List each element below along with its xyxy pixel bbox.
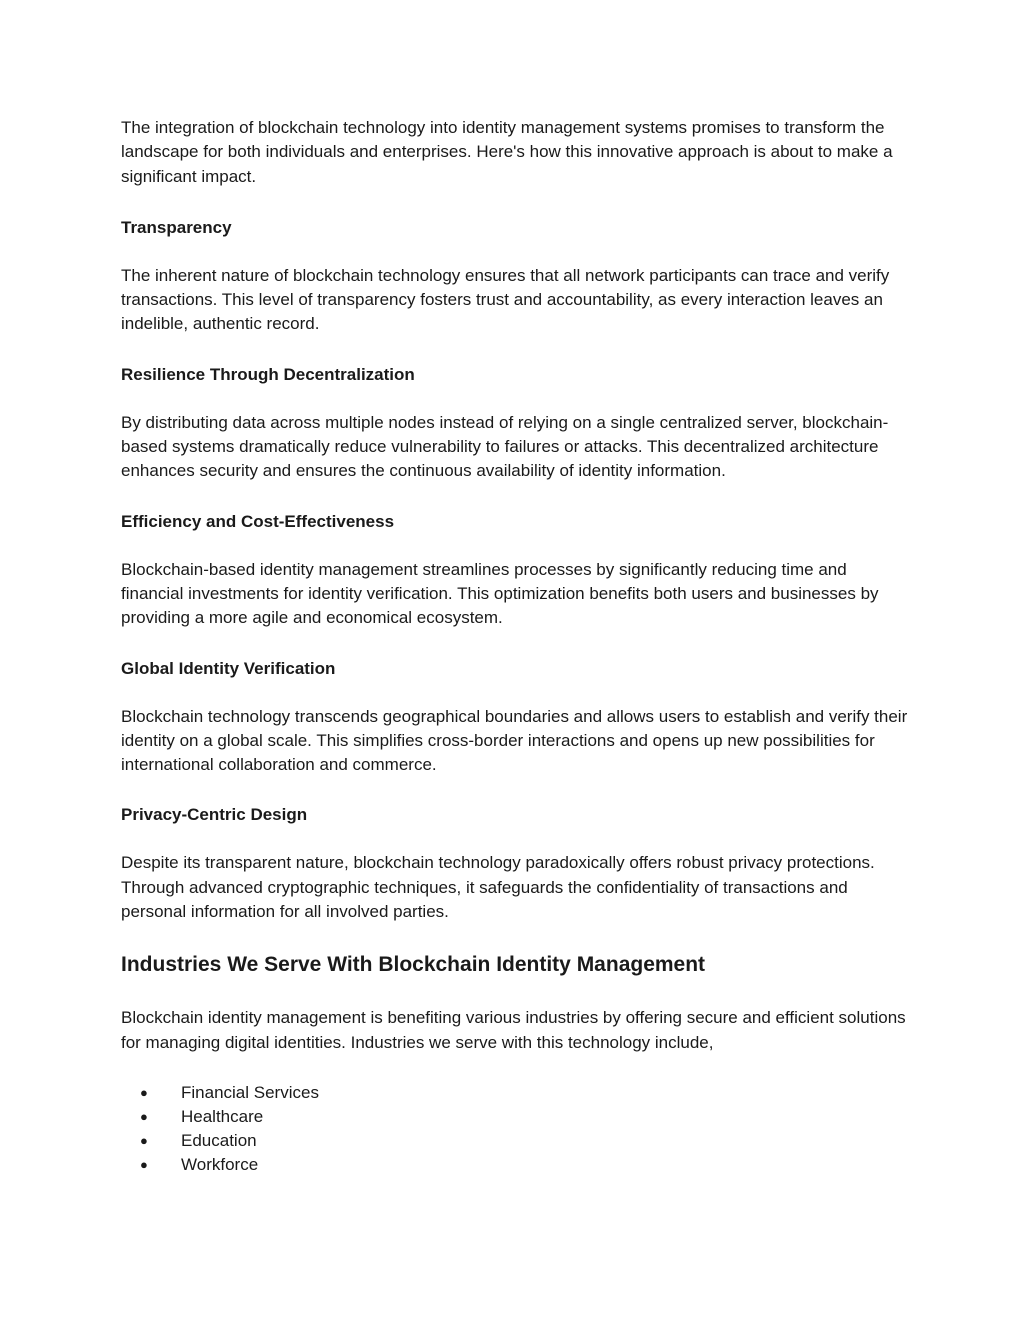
intro-paragraph: The integration of blockchain technology into identity management systems promises to transform the landscape for both individuals and enterprises. Here's how this innovative approach is about to make a significant impact. xyxy=(121,118,893,186)
paragraph-transparency: The inherent nature of blockchain technology ensures that all network participants can trace and verify transactions. This level of transparency fosters trust and accountability, as every interaction leaves an indelible, authentic record. xyxy=(121,265,890,334)
heading-resilience: Resilience Through Decentralization xyxy=(121,364,415,384)
list-item-label: Financial Services xyxy=(181,1082,319,1102)
paragraph-resilience: By distributing data across multiple nodes instead of relying on a single centralized server, blockchain-based systems dramatically reduce vulnerability to failures or attacks. This decentralized architecture enhances security and ensures the continuous availability of identity information. xyxy=(121,412,889,481)
list-item xyxy=(121,1105,911,1129)
list-item xyxy=(121,1129,911,1153)
heading-industries: Industries We Serve With Blockchain Identity Management xyxy=(121,953,706,977)
list-item-label: Education xyxy=(181,1130,257,1150)
heading-privacy: Privacy-Centric Design xyxy=(121,805,308,825)
paragraph-efficiency: Blockchain-based identity management streamlines processes by significantly reducing time and financial investments for identity verification. This optimization benefits both users and businesses by providing a more agile and economical ecosystem. xyxy=(121,559,879,628)
bullet-icon: ● xyxy=(140,1132,148,1148)
list-item-label: Workforce xyxy=(181,1154,259,1174)
list-item xyxy=(121,1081,911,1105)
bullet-icon: ● xyxy=(140,1084,148,1100)
bullet-icon: ● xyxy=(140,1108,148,1124)
paragraph-global-identity: Blockchain technology transcends geographical boundaries and allows users to establish and verify their identity on a global scale. This simplifies cross-border interactions and opens up new possibilities for international collaboration and commerce. xyxy=(121,706,908,775)
list-item xyxy=(121,1153,911,1177)
paragraph-privacy: Despite its transparent nature, blockchain technology paradoxically offers robust privacy protections. Through advanced cryptographic techniques, it safeguards the confidentiality of transactions and personal information for all involved parties. xyxy=(121,853,875,922)
list-item-label: Healthcare xyxy=(181,1106,264,1126)
paragraph-industries: Blockchain identity management is benefiting various industries by offering secure and efficient solutions for managing digital identities. Industries we serve with this technology include, xyxy=(121,1008,906,1052)
industries-list xyxy=(121,1081,911,1177)
heading-efficiency: Efficiency and Cost-Effectiveness xyxy=(121,511,395,531)
bullet-icon: ● xyxy=(140,1156,148,1172)
document-page xyxy=(121,116,911,1177)
heading-global-identity: Global Identity Verification xyxy=(121,658,336,678)
heading-transparency: Transparency xyxy=(121,217,232,237)
